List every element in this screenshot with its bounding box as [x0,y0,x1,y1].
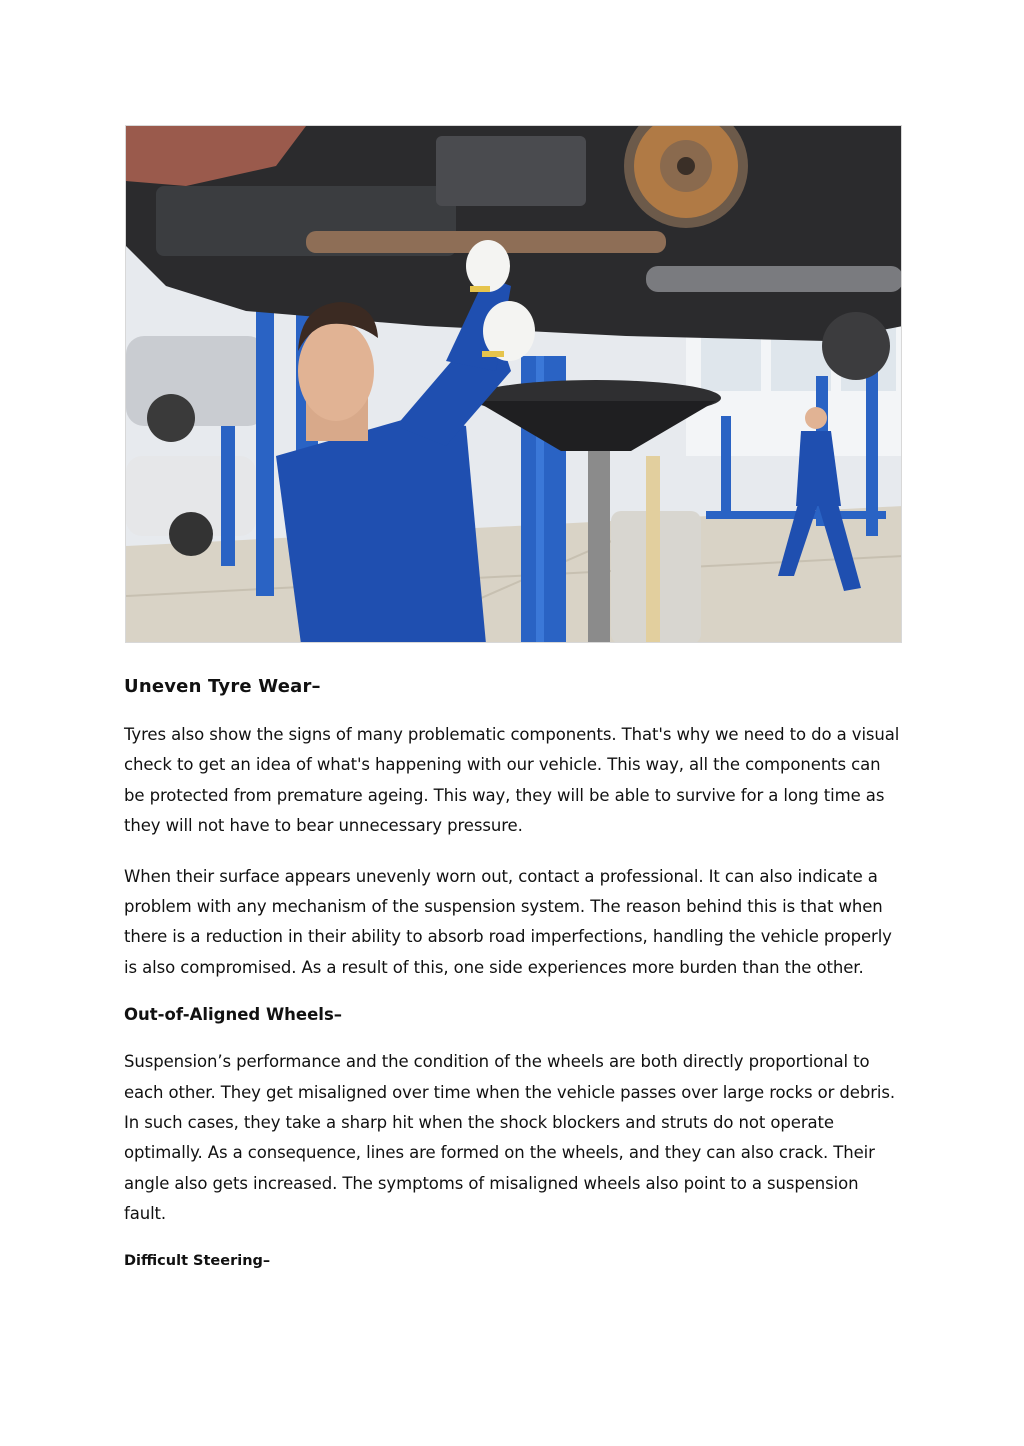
mechanic-garage-illustration [126,126,902,643]
section-heading-difficult-steering: Difficult Steering– [124,1252,271,1269]
article-body [124,672,904,1275]
paragraph-suspension-performance: Suspension’s performance and the condition of the wheels are both directly proportional to each other. They get misaligned over time when the vehicle passes over large rocks or debris. In such cases, they take a sharp hit when the shock blockers and struts do not operate optimally. As a consequence, lines are formed on the wheels, and they can also crack. Their angle also gets increased. The symptoms of misaligned wheels also point to a suspension fault. [124,1052,896,1224]
hero-photo [125,125,902,643]
section-heading-out-of-aligned-wheels: Out-of-Aligned Wheels– [124,1005,343,1025]
section-heading-uneven-tyre-wear: Uneven Tyre Wear– [124,676,321,697]
paragraph-tyre-signs: Tyres also show the signs of many problematic components. That's why we need to do a visual check to get an idea of what's happening with our vehicle. This way, all the components can be protected from premature ageing. This way, they will be able to survive for a long time as they will not have to bear unnecessary pressure. [124,725,900,836]
paragraph-uneven-surface: When their surface appears unevenly worn out, contact a professional. It can also indicate a problem with any mechanism of the suspension system. The reason behind this is that when there is a reduction in their ability to absorb road imperfections, handling the vehicle properly is also compromised. As a result of this, one side experiences more burden than the other. [124,866,892,977]
